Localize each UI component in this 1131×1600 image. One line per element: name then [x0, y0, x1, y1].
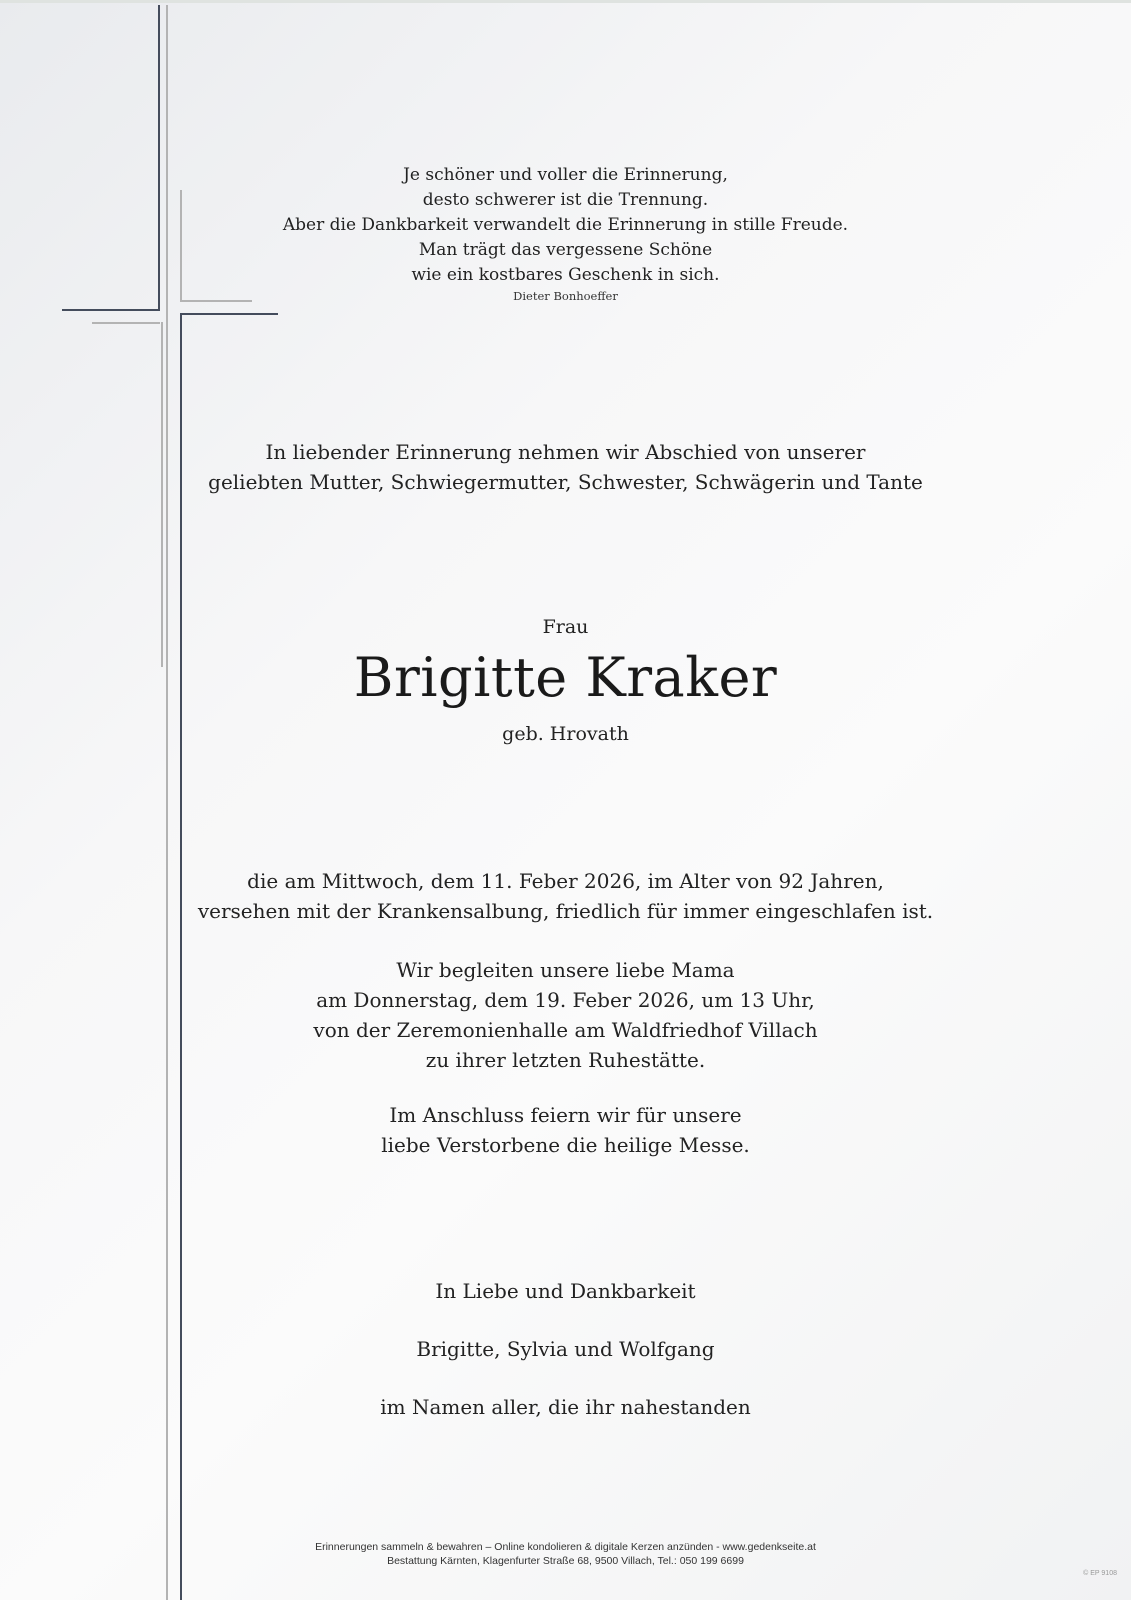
footer	[0, 1540, 1131, 1568]
top-edge-line	[0, 0, 1131, 3]
quote-line: Aber die Dankbarkeit verwandelt die Erinnerung in stille Freude.	[282, 215, 849, 235]
salutation: Frau	[542, 616, 589, 638]
death-notice-line: versehen mit der Krankensalbung, friedlich für immer eingeschlafen ist.	[197, 899, 934, 923]
quote-line: Man trägt das vergessene Schöne	[418, 240, 713, 260]
death-notice-line: die am Mittwoch, dem 11. Feber 2026, im Alter von 92 Jahren,	[247, 869, 884, 893]
funeral-line: am Donnerstag, dem 19. Feber 2026, um 13 Uhr,	[316, 988, 815, 1012]
quote-line: wie ein kostbares Geschenk in sich.	[411, 265, 720, 285]
mass-line: liebe Verstorbene die heilige Messe.	[381, 1133, 750, 1157]
death-notice	[0, 866, 1131, 926]
mass-line: Im Anschluss feiern wir für unsere	[389, 1103, 742, 1127]
footer-line-address: Bestattung Kärnten, Klagenfurter Straße 68, 9500 Villach, Tel.: 050 199 6699	[387, 1555, 744, 1567]
relatives-note: im Namen aller, die ihr nahestanden	[380, 1395, 751, 1419]
cross-left-arm-dark	[62, 309, 160, 311]
mass-info	[0, 1100, 1131, 1160]
cross-right-arm-dark	[180, 313, 278, 315]
footer-line-website: Erinnerungen sammeln & bewahren – Online kondolieren & digitale Kerzen anzünden - www.gedenkseite.at	[315, 1541, 816, 1553]
quote-author: Dieter Bonhoeffer	[513, 289, 618, 303]
quote-line: desto schwerer ist die Trennung.	[422, 190, 709, 210]
funeral-line: von der Zeremonienhalle am Waldfriedhof Villach	[313, 1018, 818, 1042]
closing-text: In Liebe und Dankbarkeit	[435, 1279, 696, 1303]
quote-line: Je schöner und voller die Erinnerung,	[403, 165, 728, 185]
quote-block	[0, 163, 1131, 304]
maiden-name: geb. Hrovath	[502, 723, 629, 745]
funeral-line: Wir begleiten unsere liebe Mama	[396, 958, 735, 982]
signers: Brigitte, Sylvia und Wolfgang	[416, 1337, 715, 1361]
corner-code: © EP 9108	[1083, 1570, 1117, 1577]
deceased-name: Brigitte Kraker	[353, 646, 778, 709]
funeral-info	[0, 955, 1131, 1075]
funeral-line: zu ihrer letzten Ruhestätte.	[425, 1048, 706, 1072]
cross-left-arm-light	[92, 322, 160, 324]
intro-text	[0, 437, 1131, 497]
intro-line: In liebender Erinnerung nehmen wir Abschied von unserer	[265, 440, 866, 464]
intro-line: geliebten Mutter, Schwiegermutter, Schwester, Schwägerin und Tante	[208, 470, 923, 494]
